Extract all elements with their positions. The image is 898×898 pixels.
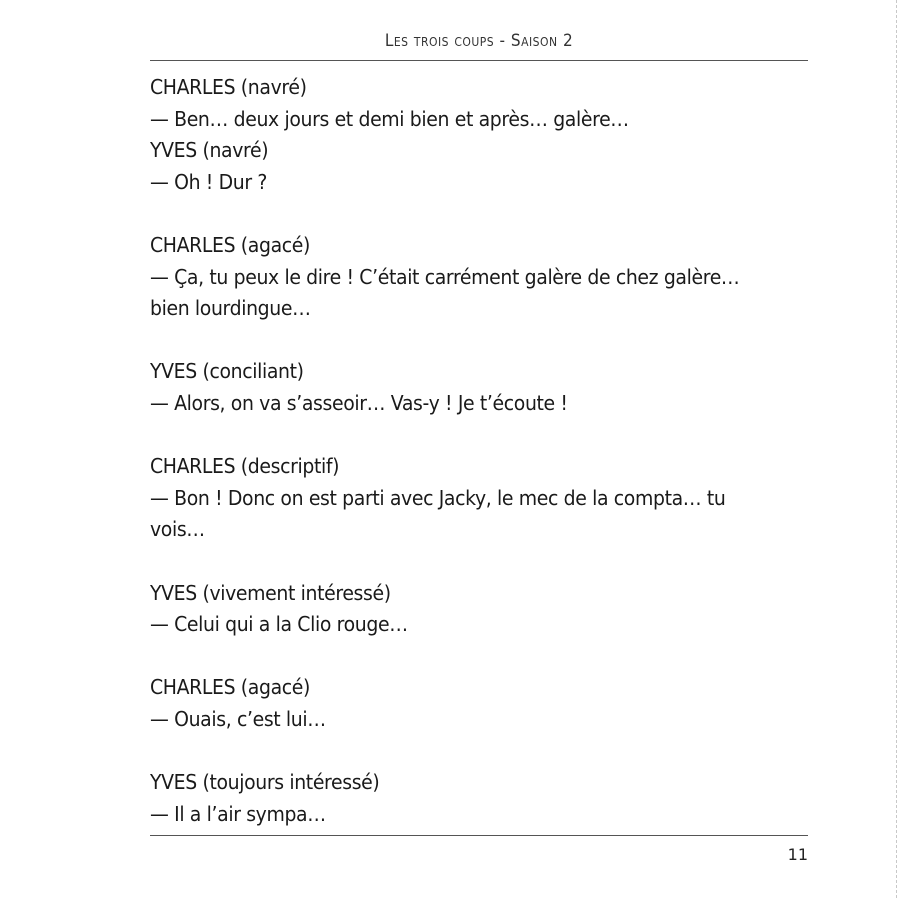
dialogue-block	[150, 767, 762, 830]
dialogue-block	[150, 72, 762, 135]
page-edge	[896, 0, 897, 898]
running-title: Les trois coups - Saison 2	[384, 31, 574, 51]
speaker-label: CHARLES (navré)	[150, 75, 307, 99]
dialogue-line: bien lourdingue…	[150, 296, 311, 321]
speaker-label: YVES (navré)	[150, 138, 269, 163]
dialogue-line: — Ouais, c’est lui…	[150, 706, 326, 731]
dialogue-block	[150, 672, 762, 735]
dialogue-block	[150, 230, 762, 325]
page-footer	[150, 835, 808, 864]
speaker-label: CHARLES (descriptif)	[150, 454, 340, 479]
dialogue-line: — Alors, on va s’asseoir… Vas-y ! Je t’écoute !	[150, 390, 568, 415]
dialogue-body	[150, 72, 762, 830]
dialogue-line: — Ben… deux jours et demi bien et après… galère…	[150, 106, 629, 131]
dialogue-line: — Bon ! Donc on est parti avec Jacky, le mec de la compta… tu	[150, 485, 726, 510]
dialogue-block	[150, 356, 762, 419]
dialogue-line: — Oh ! Dur ?	[150, 169, 268, 194]
dialogue-line: — Il a l’air sympa…	[150, 801, 326, 826]
speaker-label: YVES (toujours intéressé)	[150, 770, 380, 795]
speaker-label: CHARLES (agacé)	[150, 232, 311, 257]
speaker-label: YVES (conciliant)	[150, 359, 304, 384]
speaker-label: YVES (vivement intéressé)	[150, 580, 391, 605]
dialogue-line: — Celui qui a la Clio rouge…	[150, 612, 408, 637]
page-number: 11	[787, 845, 808, 864]
dialogue-line: vois…	[150, 517, 205, 542]
page-header	[150, 0, 808, 61]
dialogue-line: — Ça, tu peux le dire ! C’était carrément galère de chez galère…	[150, 264, 740, 289]
dialogue-block	[150, 135, 762, 198]
dialogue-block	[150, 451, 762, 546]
speaker-label: CHARLES (agacé)	[150, 675, 311, 700]
dialogue-block	[150, 578, 762, 641]
